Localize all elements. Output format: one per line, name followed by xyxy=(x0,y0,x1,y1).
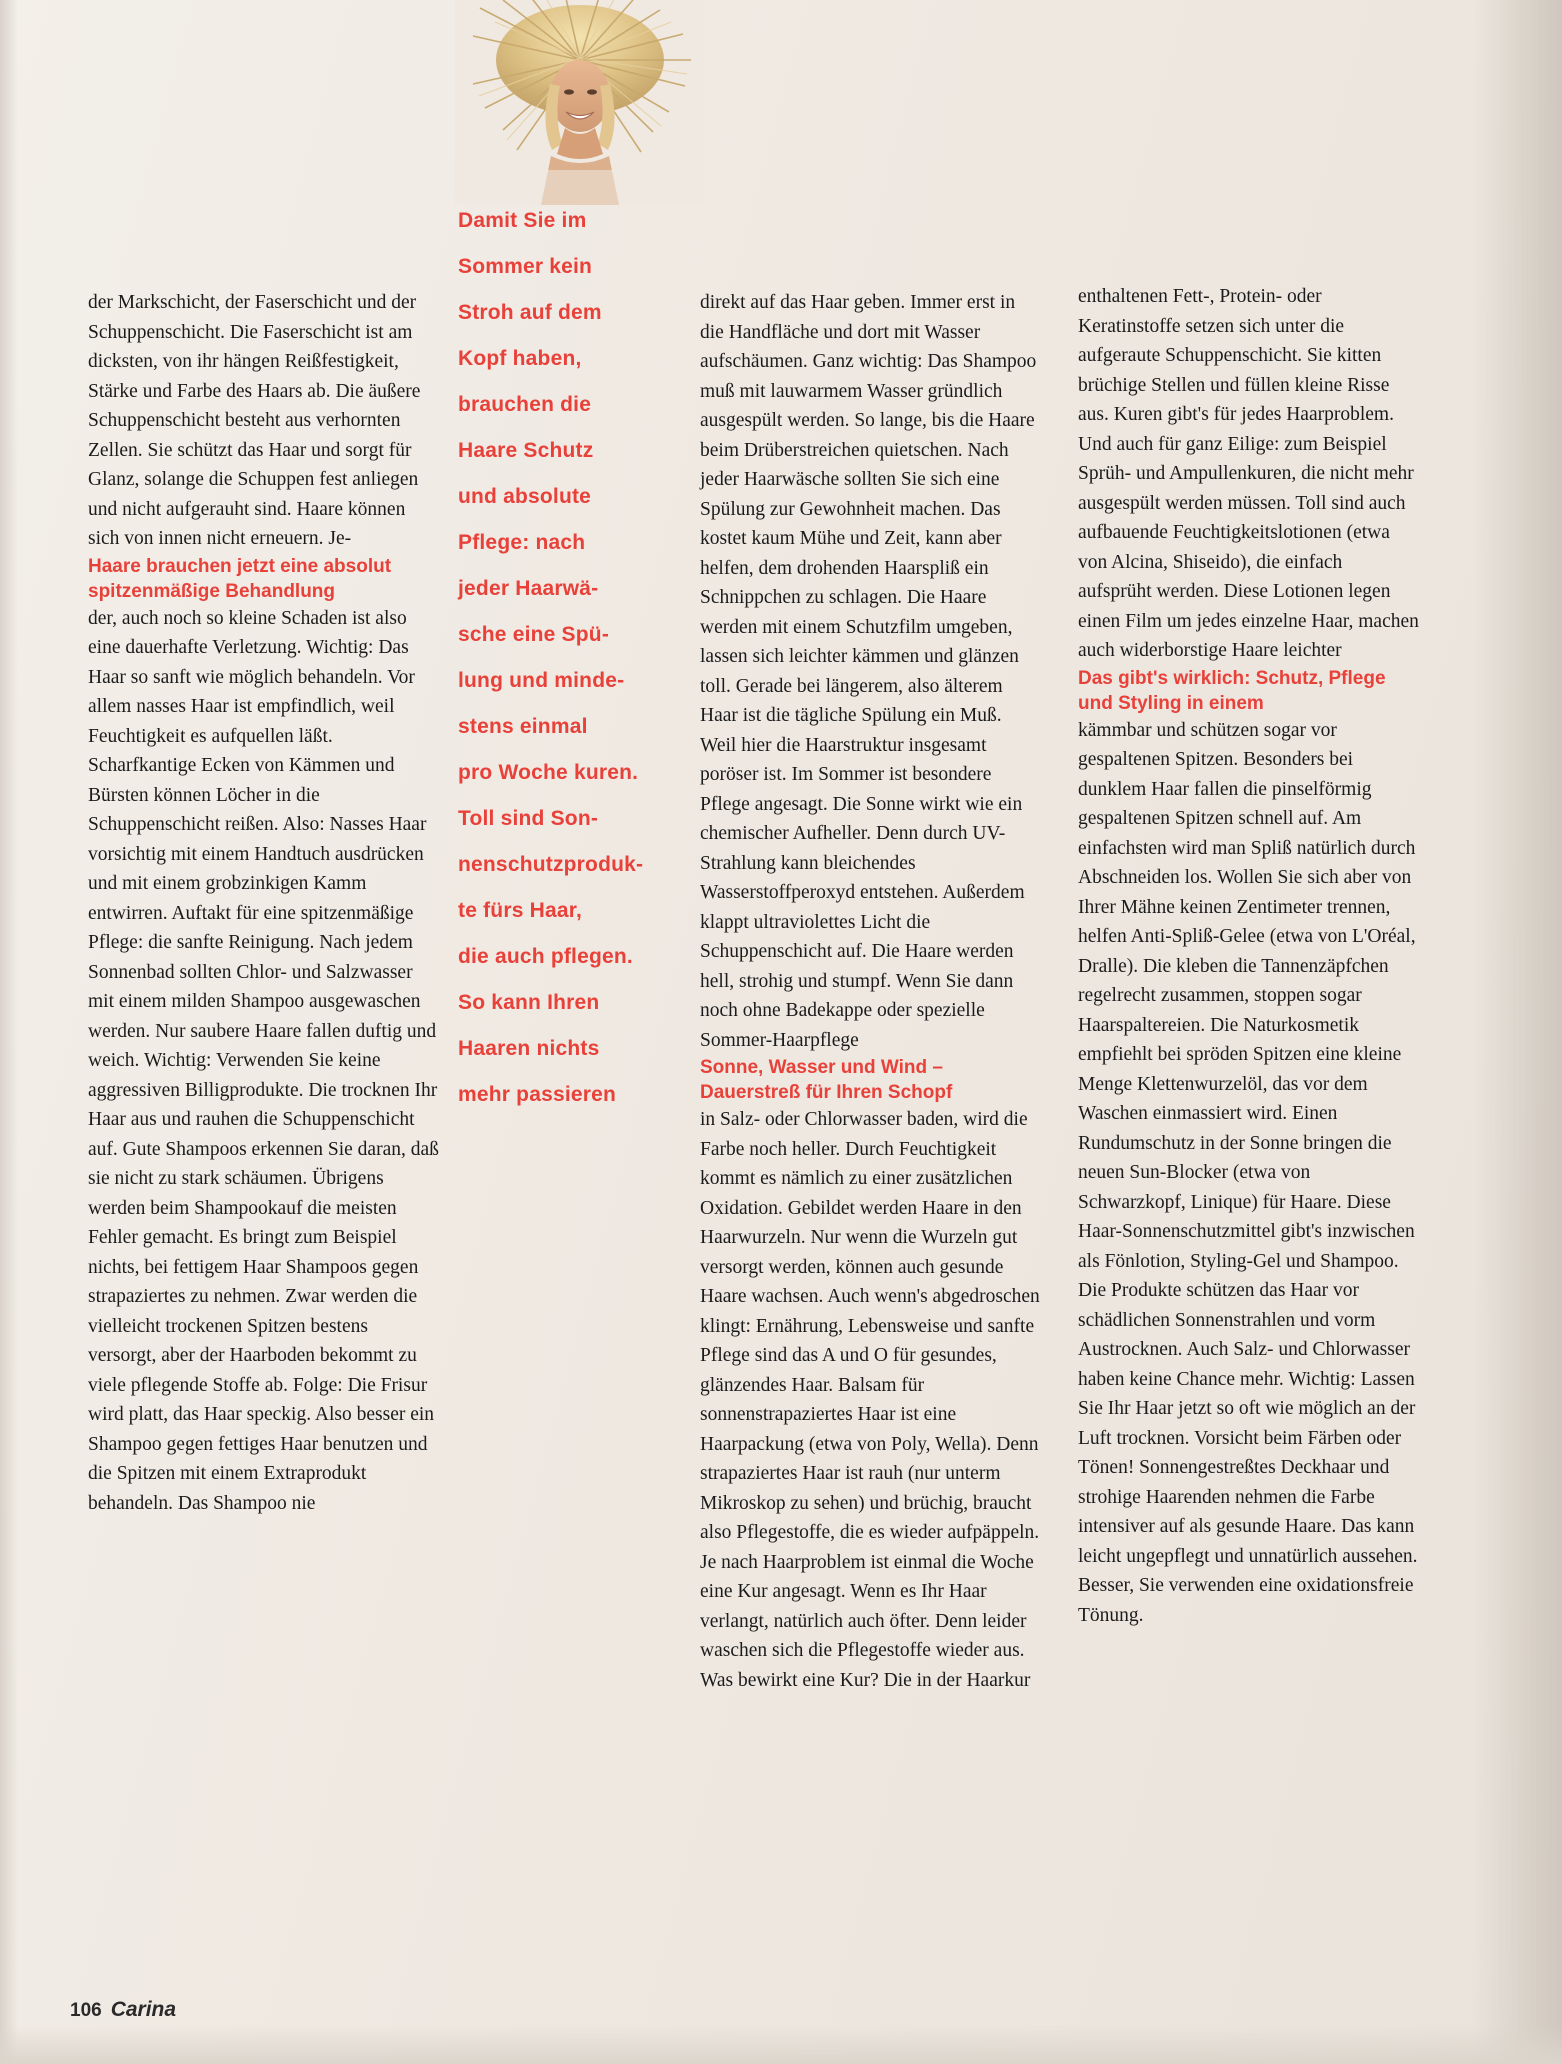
body-paragraph: der Markschicht, der Faserschicht und der Schuppenschicht. Die Faserschicht ist am dicksten, von ihr hängen Reißfestigkeit, Stärke und Farbe des Haars ab. Die äußere Schuppenschicht besteht aus verhornten Zellen. Sie schützt das Haar und sorgt für Glanz, solange die Schuppen fest anliegen und nicht aufgerauht sind. Haare können sich von innen nicht erneuern. Je- xyxy=(88,292,421,549)
magazine-name: Carina xyxy=(110,1998,177,2021)
pull-quote-line: sche eine Spü- xyxy=(458,623,610,646)
pull-quote-line: Haaren nichts xyxy=(458,1037,600,1060)
woman-with-straw-hat-photo xyxy=(455,0,705,205)
page-number: 106 xyxy=(70,2000,102,2021)
section-subheading: Haare brauchen jetzt eine absolut spitzenmäßige Behandlung xyxy=(88,555,392,602)
pull-quote-line: Stroh auf dem xyxy=(458,301,602,324)
pull-quote-line: mehr passieren xyxy=(458,1083,617,1106)
pull-quote-line: Haare Schutz xyxy=(458,439,594,462)
pull-quote-line: und absolute xyxy=(458,485,592,508)
page-bottom-shadow xyxy=(0,2024,1562,2064)
body-paragraph: enthaltenen Fett-, Protein- oder Keratinstoffe setzen sich unter die aufgeraute Schuppenschicht. Sie kitten brüchige Stellen und füllen kleine Risse aus. Kuren gibt's für jedes Haarproblem. Und auch für ganz Eilige: zum Beispiel Sprüh- und Ampullenkuren, die nicht mehr ausgespült werden müssen. Toll sind auch aufbauende Feuchtigkeitslotionen (etwa von Alcina, Shiseido), die einfach aufsprüht werden. Diese Lotionen legen einen Film um jedes einzelne Haar, machen auch widerborstige Haare leichter xyxy=(1078,286,1419,661)
section-subheading: Das gibt's wirklich: Schutz, Pflege und Styling in einem xyxy=(1078,667,1386,714)
page-right-shadow xyxy=(1472,0,1562,2064)
body-paragraph: in Salz- oder Chlorwasser baden, wird die Farbe noch heller. Durch Feuchtigkeit kommt es nämlich zu einer zusätzlichen Oxidation. Gebildet werden Haare in den Haarwurzeln. Nur wenn die Wurzeln gut versorgt werden, können auch gesunde Haare wachsen. Auch wenn's abgedroschen klingt: Ernährung, Lebensweise und sanfte Pflege sind das A und O für gesundes, glänzendes Haar. Balsam für sonnenstrapaziertes Haar ist eine Haarpackung (etwa von Poly, Wella). Denn strapaziertes Haar ist rauh (nur unterm Mikroskop zu sehen) und brüchig, braucht also Pflegestoffe, die es wieder aufpäppeln. Je nach Haarproblem ist einmal die Woche eine Kur angesagt. Wenn es Ihr Haar verlangt, natürlich auch öfter. Denn leider waschen sich die Pflegestoffe wieder aus. Was bewirkt eine Kur? Die in der Haarkur xyxy=(700,1109,1040,1691)
pull-quote-line: brauchen die xyxy=(458,393,592,416)
body-paragraph: direkt auf das Haar geben. Immer erst in die Handfläche und dort mit Wasser aufschäumen. Ganz wichtig: Das Shampoo muß mit lauwarmem Wasser gründlich ausgespült werden. So lange, bis die Haare beim Drüberstreichen quietschen. Nach jeder Haarwäsche sollten Sie sich eine Spülung zur Gewohnheit machen. Das kostet kaum Mühe und Zeit, kann aber helfen, dem drohenden Haarspliß ein Schnippchen zu schlagen. Die Haare werden mit einem Schutzfilm umgeben, lassen sich leichter kämmen und glänzen toll. Gerade bei längerem, also älterem Haar ist die tägliche Spülung ein Muß. Weil hier die Haarstruktur insgesamt poröser ist. Im Sommer ist besondere Pflege angesagt. Die Sonne wirkt wie ein chemischer Aufheller. Denn durch UV-Strahlung kann bleichendes Wasserstoffperoxyd entstehen. Außerdem klappt ultraviolettes Licht die Schuppenschicht auf. Die Haare werden hell, strohig und stumpf. Wenn Sie dann noch ohne Badekappe oder spezielle Sommer-Haarpflege xyxy=(700,292,1037,1051)
pull-quote-line: Pflege: nach xyxy=(458,531,586,554)
pull-quote-line: Toll sind Son- xyxy=(458,807,599,830)
pull-quote-line: lung und minde- xyxy=(458,669,625,692)
page-left-shadow xyxy=(0,0,18,2064)
pull-quote-line: te fürs Haar, xyxy=(458,899,582,922)
pull-quote-line: Kopf haben, xyxy=(458,347,582,370)
pull-quote-line: jeder Haarwä- xyxy=(458,577,599,600)
pull-quote-line: pro Woche kuren. xyxy=(458,761,639,784)
pull-quote xyxy=(458,198,658,1118)
body-paragraph: kämmbar und schützen sogar vor gespaltenen Spitzen. Besonders bei dunklem Haar fallen die pinselförmig gespaltenen Spitzen schnell auf. Am einfachsten wird man Spliß natürlich durch Abschneiden los. Wollen Sie sich aber von Ihrer Mähne keinen Zentimeter trennen, helfen Anti-Spliß-Gelee (etwa von L'Oréal, Dralle). Die kleben die Tannenzäpfchen regelrecht zusammen, stoppen sogar Haarspaltereien. Die Naturkosmetik empfiehlt bei spröden Spitzen eine kleine Menge Klettenwurzelöl, das vor dem Waschen einmassiert wird. Einen Rundumschutz in der Sonne bringen die neuen Sun-Blocker (etwa von Schwarzkopf, Linique) für Haare. Diese Haar-Sonnenschutzmittel gibt's inzwischen als Fönlotion, Styling-Gel und Shampoo. Die Produkte schützen das Haar vor schädlichen Sonnenstrahlen und vorm Austrocknen. Auch Salz- und Chlorwasser haben keine Chance mehr. Wichtig: Lassen Sie Ihr Haar jetzt so oft wie möglich an der Luft trocknen. Vorsicht beim Färben oder Tönen! Sonnengestreßtes Deckhaar und strohige Haarenden nehmen die Farbe intensiver auf als gesunde Haare. Das kann leicht ungepflegt und unnatürlich aussehen. Besser, Sie verwenden eine oxidationsfreie Tönung. xyxy=(1078,719,1418,1626)
pull-quote-line: die auch pflegen. xyxy=(458,945,633,968)
page-footer xyxy=(70,1998,176,2022)
pull-quote-line: Damit Sie im xyxy=(458,209,587,232)
section-subheading: Sonne, Wasser und Wind – Dauerstreß für Ihren Schopf xyxy=(700,1057,953,1103)
body-column-1 xyxy=(88,288,440,1518)
body-column-2 xyxy=(700,288,1040,1695)
pull-quote-line: So kann Ihren xyxy=(458,991,600,1014)
pull-quote-line: nenschutzproduk- xyxy=(458,853,644,876)
body-paragraph: der, auch noch so kleine Schaden ist also eine dauerhafte Verletzung. Wichtig: Das Haar so sanft wie möglich behandeln. Vor allem nasses Haar ist empfindlich, weil Feuchtigkeit es aufquellen läßt. Scharfkantige Ecken von Kämmen und Bürsten können Löcher in die Schuppenschicht reißen. Also: Nasses Haar vorsichtig mit einem Handtuch ausdrücken und mit einem grobzinkigen Kamm entwirren. Auftakt für eine spitzenmäßige Pflege: die sanfte Reinigung. Nach jedem Sonnenbad sollten Chlor- und Salzwasser mit einem milden Shampoo ausgewaschen werden. Nur saubere Haare fallen duftig und weich. Wichtig: Verwenden Sie keine aggressiven Billigprodukte. Die trocknen Ihr Haar aus und rauhen die Schuppenschicht auf. Gute Shampoos erkennen Sie daran, daß sie nicht zu stark schäumen. Übrigens werden beim Shampookauf die meisten Fehler gemacht. Es bringt zum Beispiel nichts, bei fettigem Haar Shampoos gegen strapaziertes zu nehmen. Zwar werden die vielleicht trockenen Spitzen bestens versorgt, aber der Haarboden bekommt zu viele pflegende Stoffe ab. Folge: Die Frisur wird platt, das Haar speckig. Also besser ein Shampoo gegen fettiges Haar benutzen und die Spitzen mit einem Extraprodukt behandeln. Das Shampoo nie xyxy=(88,607,439,1514)
pull-quote-line: stens einmal xyxy=(458,715,588,738)
pull-quote-line: Sommer kein xyxy=(458,255,593,278)
body-column-3 xyxy=(1078,282,1420,1630)
